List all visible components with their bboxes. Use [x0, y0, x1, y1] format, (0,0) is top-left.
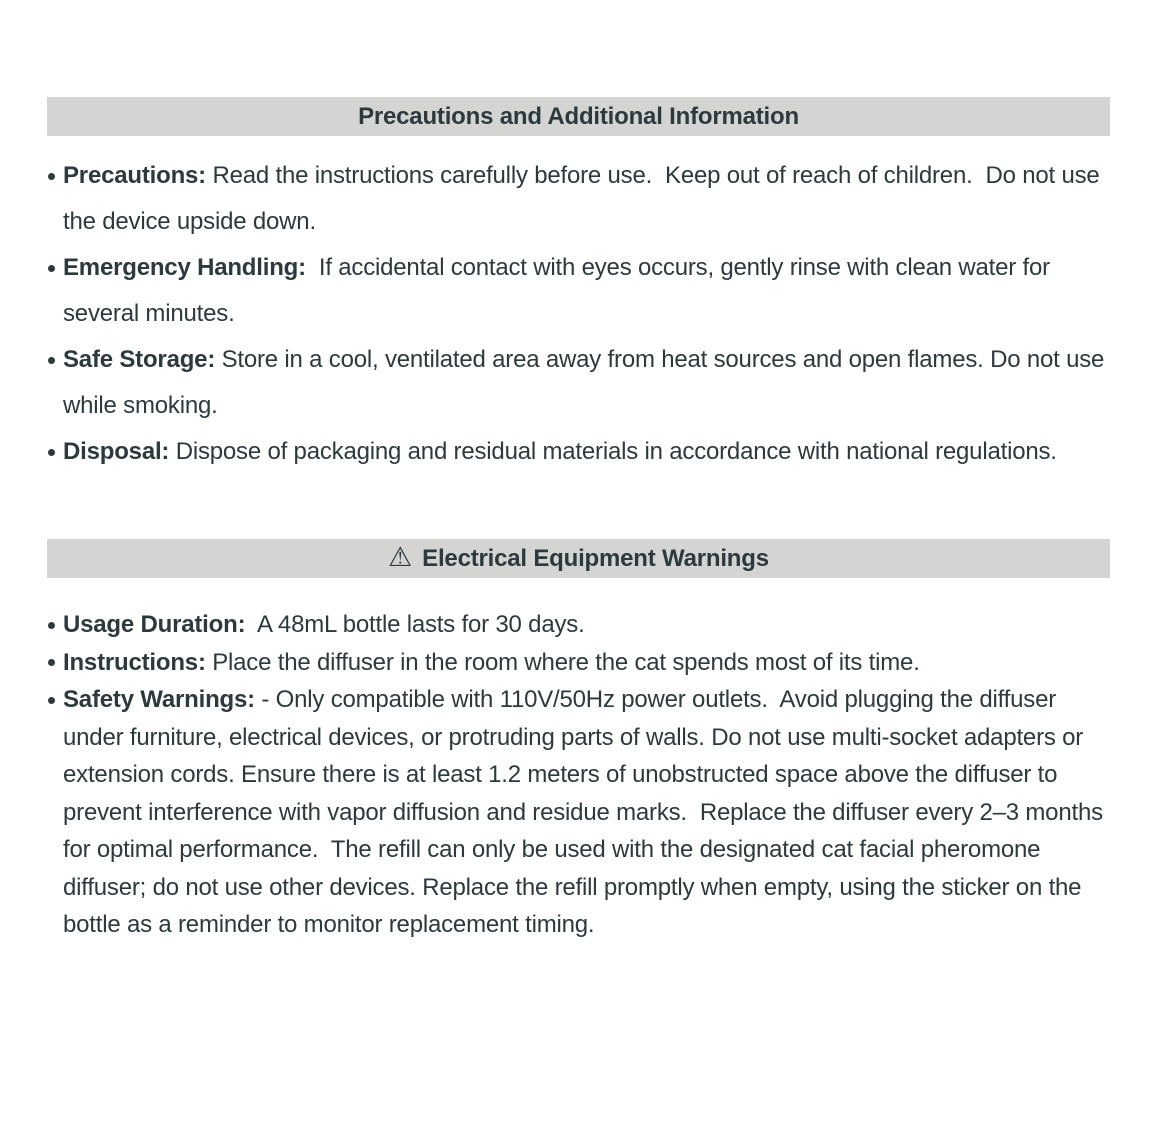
item-label-safety-warnings: Safety Warnings:	[63, 686, 255, 713]
section-title-electrical-warnings: Electrical Equipment Warnings	[422, 544, 769, 572]
item-label-usage-duration: Usage Duration:	[63, 611, 246, 638]
item-text-usage-duration: A 48mL bottle lasts for 30 days.	[245, 611, 585, 638]
section-precautions	[47, 97, 1110, 475]
list-item-precautions	[47, 153, 1110, 245]
item-label-emergency-handling: Emergency Handling:	[63, 254, 306, 281]
section-title-precautions: Precautions and Additional Information	[358, 102, 799, 130]
section-header-precautions	[47, 97, 1110, 136]
list-item-instructions	[47, 644, 1110, 682]
item-label-precautions: Precautions:	[63, 162, 206, 189]
item-label-safe-storage: Safe Storage:	[63, 346, 216, 373]
document-page	[47, 0, 1110, 944]
item-text-disposal: Dispose of packaging and residual materials in accordance with national regulations.	[169, 438, 1057, 465]
list-item-usage-duration	[47, 606, 1110, 644]
item-text-safe-storage: Store in a cool, ventilated area away from heat sources and open flames. Do not use while smoking.	[63, 346, 1111, 419]
section-header-electrical-warnings	[47, 539, 1110, 578]
section-electrical-warnings	[47, 539, 1110, 944]
item-label-disposal: Disposal:	[63, 438, 170, 465]
item-text-instructions: Place the diffuser in the room where the cat spends most of its time.	[205, 648, 920, 676]
list-item-safety-warnings	[47, 681, 1110, 944]
warning-triangle-icon: ⚠	[388, 542, 413, 573]
item-text-safety-warnings: - Only compatible with 110V/50Hz power outlets. Avoid plugging the diffuser under furniture, electrical devices, or protruding parts of walls. Do not use multi-socket adapters or extension cords. Ensure there is at least 1.2 meters of unobstructed space above the diffuser to prevent interference with vapor diffusion and residue marks. Replace the diffuser every 2–3 months for optimal performance. The refill can only be used with the designated cat facial pheromone diffuser; do not use other devices. Replace the refill promptly when empty, using the sticker on the bottle as a reminder to monitor replacement timing.	[63, 686, 1110, 938]
precautions-list	[47, 153, 1110, 475]
item-text-precautions: Read the instructions carefully before use. Keep out of reach of children. Do not use the device upside down.	[63, 162, 1107, 235]
item-label-instructions: Instructions:	[63, 648, 206, 676]
list-item-emergency-handling	[47, 245, 1110, 337]
list-item-safe-storage	[47, 337, 1110, 429]
list-item-disposal	[47, 429, 1110, 475]
electrical-warnings-list	[47, 606, 1110, 944]
item-text-emergency-handling: If accidental contact with eyes occurs, gently rinse with clean water for several minutes.	[63, 254, 1057, 327]
